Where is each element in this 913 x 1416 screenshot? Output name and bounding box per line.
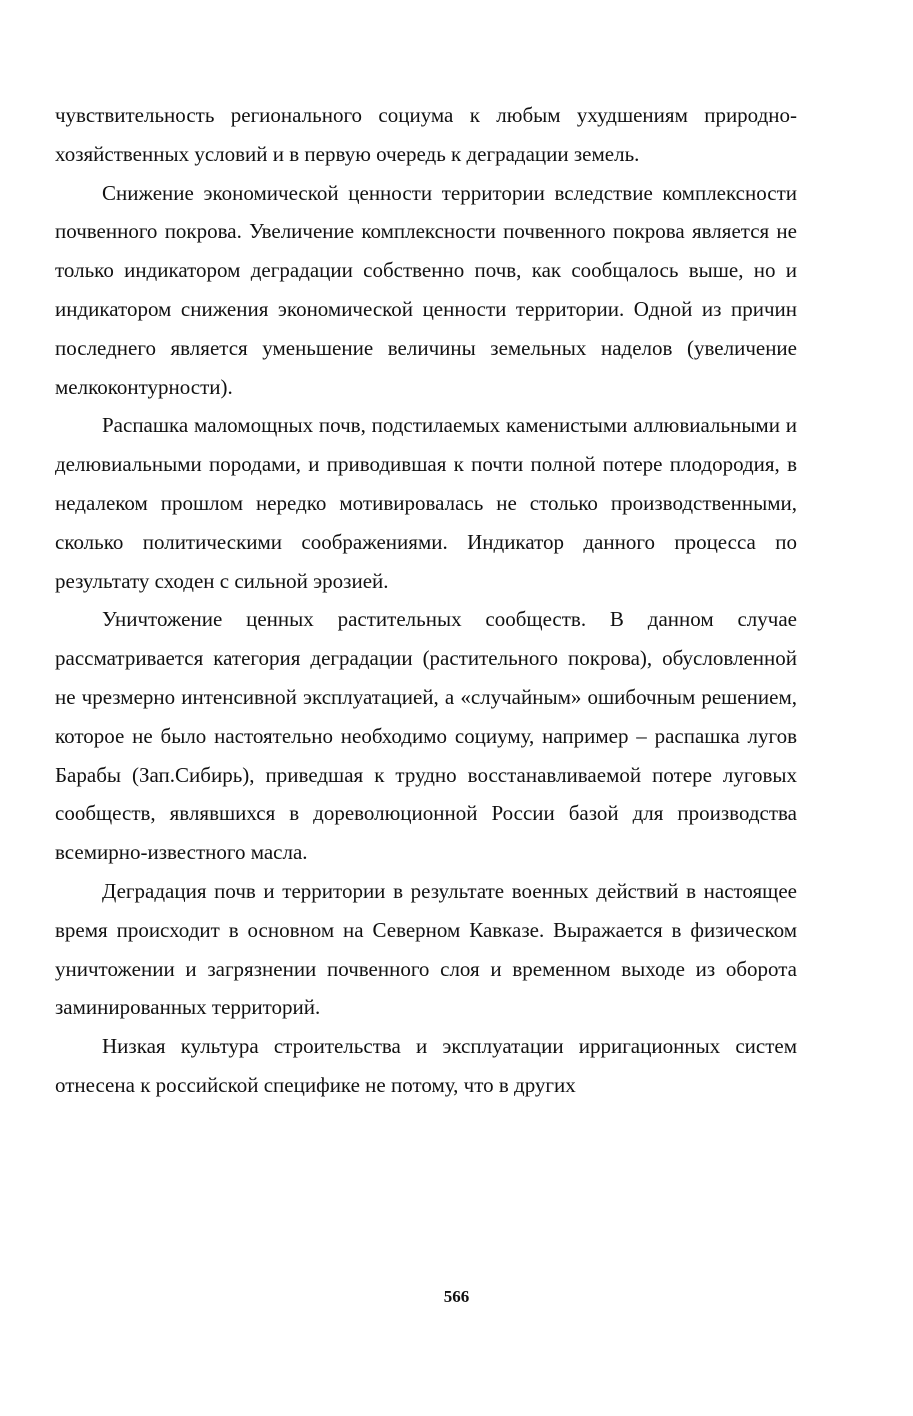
page-number: 566: [443, 1287, 470, 1306]
paragraph-soil-cover-complexity: Снижение экономической ценности территории вследствие комплексности почвенного покрова. Увеличение комплексности почвенного покрова является не только индикатором деградации собственно почв, как сообщалось выше, но и индикатором снижения экономической ценности территории. Одной из причин последнего является уменьшение величины земельных наделов (увеличение мелкоконтурности).: [55, 180, 797, 399]
paragraph-irrigation-culture: Низкая культура строительства и эксплуатации ирригационных систем отнесена к российской специфике не потому, что в других: [55, 1034, 797, 1097]
paragraph-military-degradation: Деградация почв и территории в результате военных действий в настоящее время происходит в основном на Северном Кавказе. Выражается в физическом уничтожении и загрязнении почвенного слоя и временном выходе из оборота заминированных территорий.: [55, 878, 797, 1020]
paragraph-thin-soil-plowing: Распашка маломощных почв, подстилаемых каменистыми аллювиальными и делювиальными породами, и приводившая к почти полной потере плодородия, в недалеком прошлом нередко мотивировалась не столько производственными, сколько политическими соображениями. Индикатор данного процесса по результату сходен с сильной эрозией.: [55, 413, 797, 593]
paragraph-continuation: чувствительность регионального социума к любым ухудшениям природно-хозяйственных условий и в первую очередь к деградации земель.: [55, 103, 797, 166]
paragraph-plant-community-destruction: Уничтожение ценных растительных сообществ. В данном случае рассматривается категория деградации (растительного покрова), обусловленной не чрезмерно интенсивной эксплуатацией, а «случайным» ошибочным решением, которое не было настоятельно необходимо социуму, например – распашка лугов Барабы (Зап.Сибирь), приведшая к трудно восстанавливаемой потере луговых сообществ, являвшихся в дореволюционной России базой для производства всемирно-известного масла.: [55, 607, 797, 865]
body-text: [55, 96, 797, 1105]
